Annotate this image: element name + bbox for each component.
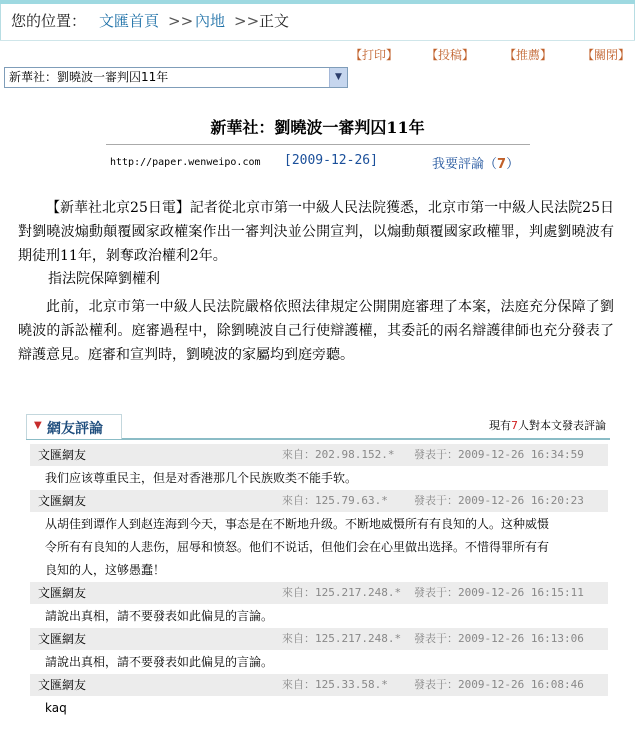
breadcrumb-current: 正文 [259,12,290,30]
comment-time: 發表于：2009-12-26 16:20:23 [414,494,584,507]
comment-item [30,674,608,720]
post-comment-label: 我要評論（ [432,157,498,172]
comment-text-line: 令所有有良知的人悲伤，屈辱和愤怒。他们不说话，但他们会在心里做出选择。不惜得罪所有有 [45,540,550,554]
comments-stats: 現有7人對本文發表評論 [489,419,606,432]
comment-text-line: 从胡佳到谭作人到赵连海到今天，事态是在不断地升级。不断地威慑所有有良知的人。这种威慑 [45,517,550,531]
article-subheading: 指法院保障劉權利 [48,271,160,287]
article-select-value: 新華社：劉曉波一審判囚11年 [9,70,169,84]
comment-text-line: 請說出真相，請不要發表如此偏見的言論。 [45,609,274,623]
print-button[interactable]: 【打印】 [350,48,399,62]
comment-header [30,444,608,466]
comment-body [30,512,608,582]
comment-source-ip: 來自：125.33.58.* [282,678,388,691]
post-comment-close: ） [506,157,520,172]
comment-author: 文匯網友 [38,586,87,600]
breadcrumb-separator: >> [168,12,194,30]
comment-header [30,628,608,650]
comment-text-line: 我们应该尊重民主，但是对香港那几个民族败类不能手软。 [45,471,358,485]
comment-author: 文匯網友 [38,678,87,692]
breadcrumb-position-label: 您的位置： [11,12,87,30]
post-comment-link[interactable] [432,153,519,172]
chevron-down-icon[interactable]: ▼ [329,68,347,87]
comment-body [30,466,608,490]
comment-header [30,582,608,604]
comment-header [30,674,608,696]
comments-header [26,412,610,440]
comment-list [30,444,608,720]
divider [106,144,530,145]
comment-time: 發表于：2009-12-26 16:08:46 [414,678,584,691]
source-url-link[interactable]: http://paper.wenweipo.com [110,157,261,168]
comment-body [30,650,608,674]
comment-source-ip: 來自：125.79.63.* [282,494,388,507]
breadcrumb [0,4,635,40]
comment-author: 文匯網友 [38,448,87,462]
comments-tab[interactable] [26,414,122,439]
comment-text-line: kaq [45,701,67,715]
comment-time: 發表于：2009-12-26 16:34:59 [414,448,584,461]
divider [0,40,635,41]
breadcrumb-separator: >> [234,12,260,30]
comment-author: 文匯網友 [38,632,87,646]
comment-source-ip: 來自：202.98.152.* [282,448,395,461]
comment-source-ip: 來自：125.217.248.* [282,632,402,645]
comment-item [30,444,608,490]
article-paragraph: 此前，北京市第一中級人民法院嚴格依照法律規定公開開庭審理了本案，法庭充分保障了劉曉波的訴訟權利。庭審過程中，除劉曉波自己行使辯護權，其委託的兩名辯護律師也充分發表了辯護意見。庭審和宣判時，劉曉波的家屬均到庭旁聽。 [18,299,614,363]
comment-item [30,490,608,582]
comments-stats-count: 7 [511,419,518,432]
comment-source-ip: 來自：125.217.248.* [282,586,402,599]
comment-item [30,582,608,628]
article-select[interactable] [4,67,348,88]
comment-count: 7 [497,157,507,172]
recommend-button[interactable]: 【推薦】 [504,48,553,62]
comment-header [30,490,608,512]
comment-body [30,696,608,720]
submit-article-button[interactable]: 【投稿】 [426,48,475,62]
comment-item [30,628,608,674]
article-title: 新華社：劉曉波一審判囚11年 [210,118,425,137]
article-paragraph: 【新華社北京25日電】記者從北京市第一中級人民法院獲悉，北京市第一中級人民法院25日對劉曉波煽動顛覆國家政權案作出一審判決並公開宣判，以煽動顛覆國家政權罪，判處劉曉波有期徒刑11年，剝奪政治權利2年。 [18,200,614,264]
comment-body [30,604,608,628]
comment-text-line: 請說出真相，請不要發表如此偏見的言論。 [45,655,274,669]
comment-text-line: 良知的人，这够愚蠢！ [45,563,166,577]
comment-author: 文匯網友 [38,494,87,508]
comment-time: 發表于：2009-12-26 16:13:06 [414,632,584,645]
triangle-down-icon: ▼ [34,420,42,431]
comment-time: 發表于：2009-12-26 16:15:11 [414,586,584,599]
breadcrumb-section-link[interactable]: 內地 [195,12,226,30]
comments-tab-label: 網友評論 [47,421,103,437]
publish-date: [2009-12-26] [284,153,378,168]
close-button[interactable]: 【關閉】 [582,48,631,62]
breadcrumb-home-link[interactable]: 文匯首頁 [99,12,160,30]
